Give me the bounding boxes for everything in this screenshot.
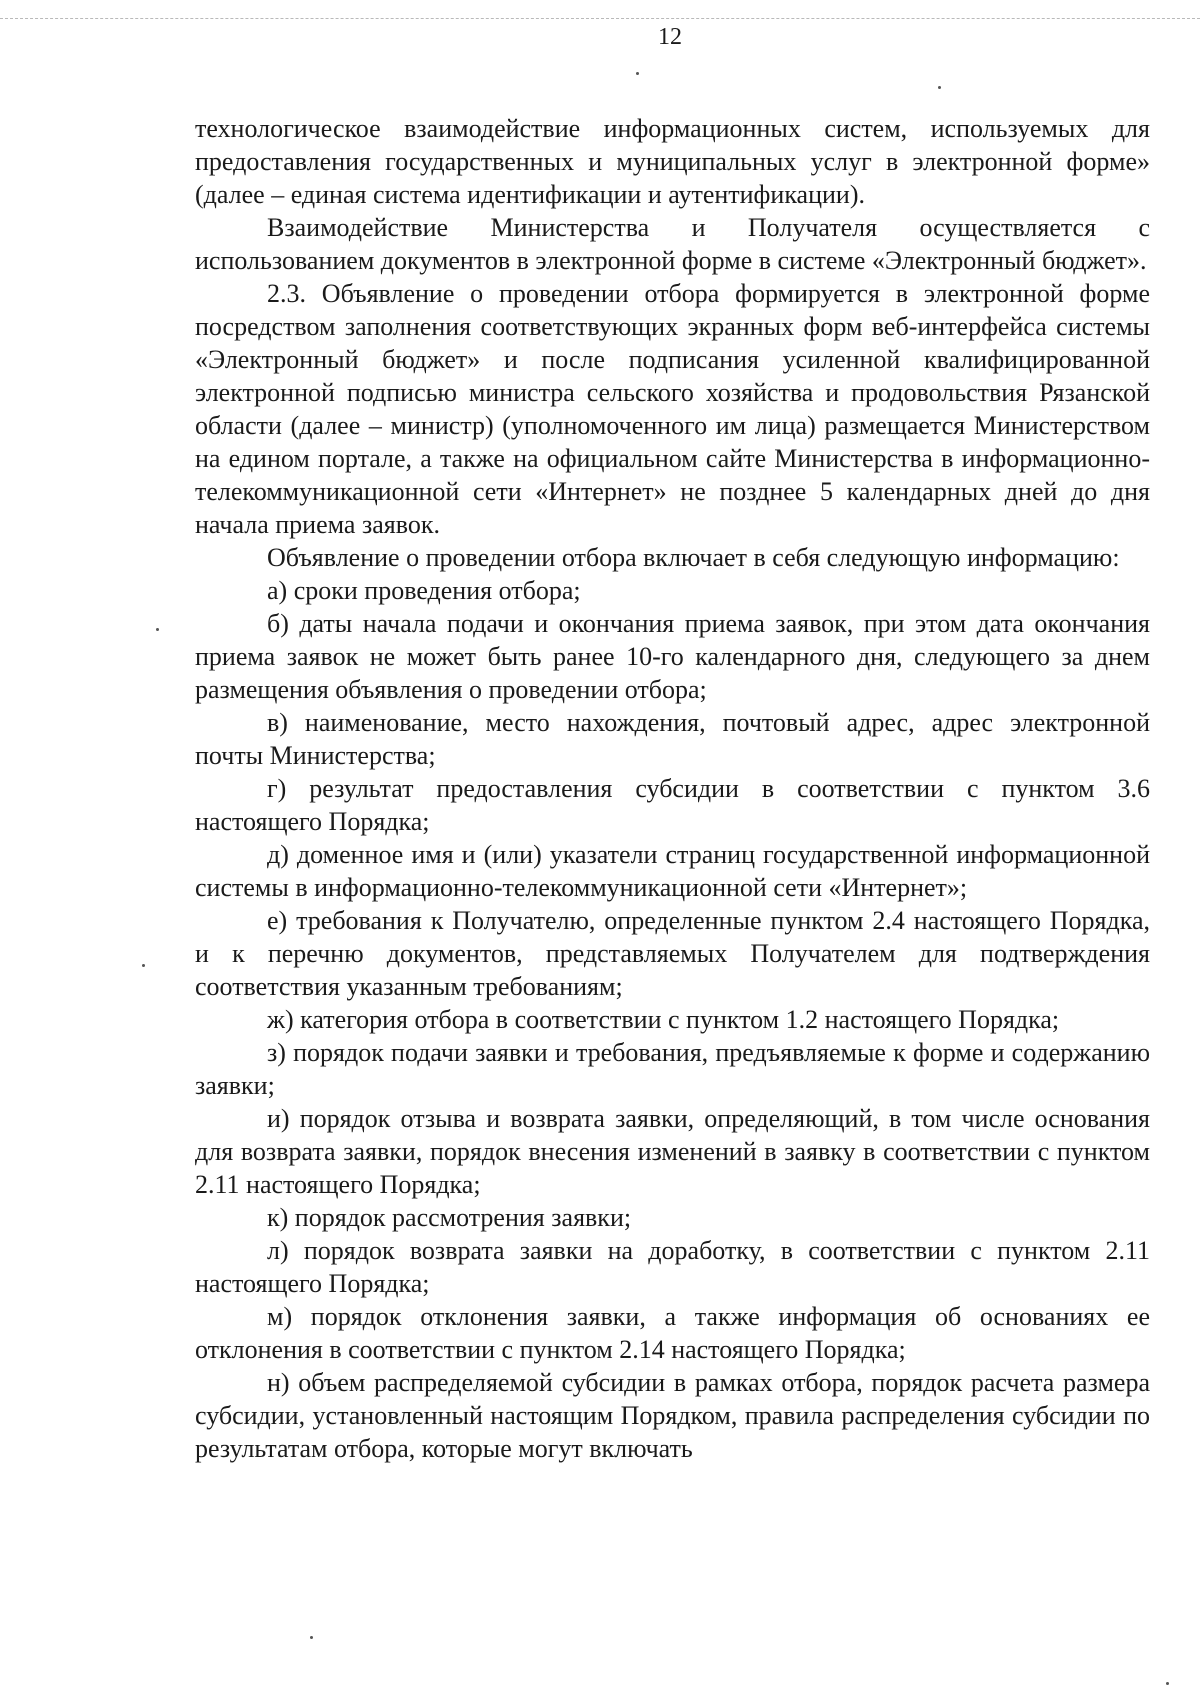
paragraph: 2.3. Объявление о проведении отбора формируется в электронной форме посредством заполнения соответствующих экранных форм веб-интерфейса системы «Электронный бюджет» и после подписания усиленной квалифицированной электронной подписью министра сельского хозяйства и продовольствия Рязанской области (далее – министр) (уполномоченного им лица) размещается Министерством на едином портале, а также на официальном сайте Министерства в информационно-телекоммуникационной сети «Интернет» не позднее 5 календарных дней до дня начала приема заявок.	[195, 279, 1150, 539]
scan-speck	[142, 964, 145, 967]
paragraph: в) наименование, место нахождения, почтовый адрес, адрес электронной почты Министерства;	[195, 708, 1150, 770]
paragraph: д) доменное имя и (или) указатели страниц государственной информационной системы в информационно-телекоммуникационной сети «Интернет»;	[195, 840, 1150, 902]
scan-top-edge	[0, 18, 1200, 19]
document-body	[195, 112, 1150, 1465]
scan-speck	[156, 628, 159, 631]
paragraph: Взаимодействие Министерства и Получателя осуществляется с использованием документов в электронной форме в системе «Электронный бюджет».	[195, 213, 1150, 275]
paragraph: г) результат предоставления субсидии в соответствии с пунктом 3.6 настоящего Порядка;	[195, 774, 1150, 836]
scan-speck	[1166, 1682, 1169, 1685]
scan-speck	[636, 72, 639, 75]
scan-speck	[310, 1636, 313, 1639]
paragraph: ж) категория отбора в соответствии с пунктом 1.2 настоящего Порядка;	[267, 1005, 1060, 1034]
page-number: 12	[658, 24, 682, 50]
paragraph: з) порядок подачи заявки и требования, предъявляемые к форме и содержанию заявки;	[195, 1038, 1150, 1100]
paragraph: е) требования к Получателю, определенные пунктом 2.4 настоящего Порядка, и к перечню документов, представляемых Получателем для подтверждения соответствия указанным требованиям;	[195, 906, 1150, 1001]
paragraph: Объявление о проведении отбора включает в себя следующую информацию:	[267, 543, 1120, 572]
paragraph: б) даты начала подачи и окончания приема заявок, при этом дата окончания приема заявок не может быть ранее 10-го календарного дня, следующего за днем размещения объявления о проведении отбора;	[195, 609, 1150, 704]
paragraph: к) порядок рассмотрения заявки;	[267, 1203, 632, 1232]
paragraph: технологическое взаимодействие информационных систем, используемых для предоставления государственных и муниципальных услуг в электронной форме» (далее – единая система идентификации и аутентификации).	[195, 114, 1150, 209]
paragraph: н) объем распределяемой субсидии в рамках отбора, порядок расчета размера субсидии, установленный настоящим Порядком, правила распределения субсидии по результатам отбора, которые могут включать	[195, 1368, 1150, 1463]
paragraph: л) порядок возврата заявки на доработку, в соответствии с пунктом 2.11 настоящего Порядка;	[195, 1236, 1150, 1298]
paragraph: и) порядок отзыва и возврата заявки, определяющий, в том числе основания для возврата заявки, порядок внесения изменений в заявку в соответствии с пунктом 2.11 настоящего Порядка;	[195, 1104, 1150, 1199]
paragraph: а) сроки проведения отбора;	[267, 576, 581, 605]
scan-speck	[938, 86, 941, 89]
paragraph: м) порядок отклонения заявки, а также информация об основаниях ее отклонения в соответствии с пунктом 2.14 настоящего Порядка;	[195, 1302, 1150, 1364]
